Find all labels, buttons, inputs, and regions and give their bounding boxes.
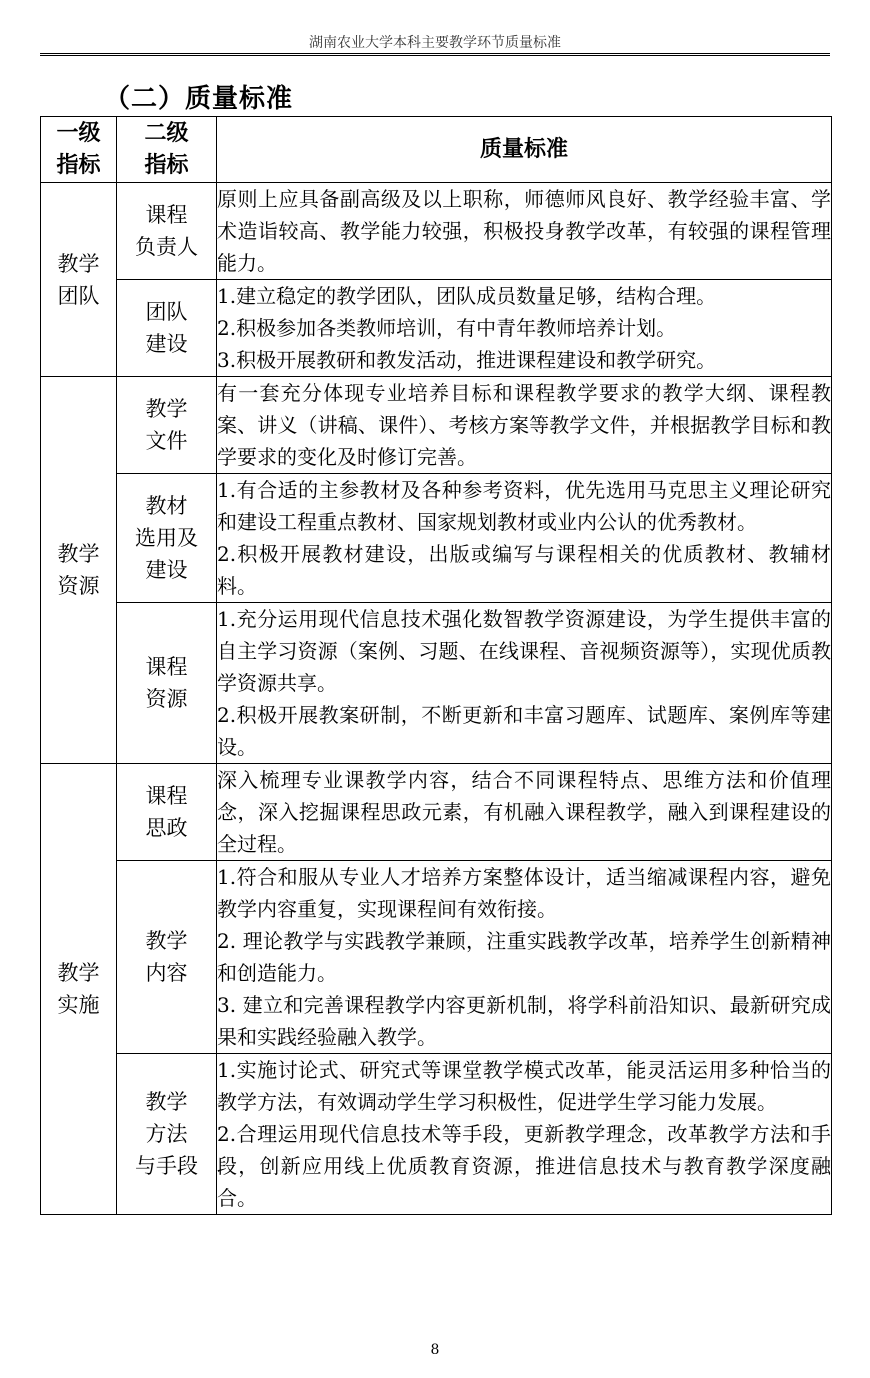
level2-indicator-text: 课程 资源	[145, 655, 188, 711]
standard-text	[217, 603, 832, 764]
level1-indicator	[41, 183, 117, 377]
page-header: 湖南农业大学本科主要教学环节质量标准	[309, 35, 561, 51]
section-title: （二）质量标准	[104, 84, 294, 114]
level2-indicator-text: 团队 建设	[145, 300, 188, 356]
standard-text	[217, 280, 832, 377]
standard-text	[217, 861, 832, 1054]
level2-indicator	[117, 861, 217, 1054]
standard-paragraph: 2.积极开展教案研制，不断更新和丰富习题库、试题库、案例库等建设。	[217, 703, 831, 759]
standard-paragraph: 3. 建立和完善课程教学内容更新机制，将学科前沿知识、最新研究成果和实践经验融入教学。	[217, 993, 831, 1049]
level1-indicator-text: 教学 团队	[57, 251, 100, 308]
level2-indicator	[117, 280, 217, 377]
level1-indicator-text: 教学 实施	[57, 961, 100, 1017]
standard-paragraph: 深入梳理专业课教学内容，结合不同课程特点、思维方法和价值理念，深入挖掘课程思政元素，有机融入课程教学，融入到课程建设的全过程。	[217, 768, 831, 856]
header-level2-text: 二级 指标	[144, 120, 189, 178]
header-level1	[41, 117, 117, 183]
table-row	[41, 861, 832, 1054]
standard-paragraph: 有一套充分体现专业培养目标和课程教学要求的教学大纲、课程教案、讲义（讲稿、课件）、考核方案等教学文件，并根据教学目标和教学要求的变化及时修订完善。	[217, 381, 831, 469]
level2-indicator	[117, 603, 217, 764]
header-level1-text: 一级 指标	[56, 120, 101, 178]
standard-paragraph: 1.实施讨论式、研究式等课堂教学模式改革，能灵活运用多种恰当的教学方法，有效调动学生学习积极性，促进学生学习能力发展。	[217, 1058, 831, 1114]
standard-paragraph: 3.积极开展教研和教发活动，推进课程建设和教学研究。	[217, 348, 717, 372]
page-number: 8	[430, 1342, 440, 1358]
header-standard	[217, 117, 832, 183]
level1-indicator-text: 教学 资源	[57, 542, 100, 598]
table-row	[41, 377, 832, 474]
table-header-row	[41, 117, 832, 183]
standard-text	[217, 377, 832, 474]
level2-indicator-text: 教学 内容	[145, 929, 188, 985]
level2-indicator	[117, 183, 217, 280]
table-body	[41, 183, 832, 1215]
level2-indicator	[117, 377, 217, 474]
standard-paragraph: 原则上应具备副高级及以上职称，师德师风良好、教学经验丰富、学术造诣较高、教学能力较强，积极投身教学改革，有较强的课程管理能力。	[217, 187, 831, 275]
standard-paragraph: 1.有合适的主参教材及各种参考资料，优先选用马克思主义理论研究和建设工程重点教材、国家规划教材或业内公认的优秀教材。	[217, 478, 831, 534]
standard-paragraph: 2.合理运用现代信息技术等手段，更新教学理念，改革教学方法和手段，创新应用线上优质教育资源，推进信息技术与教育教学深度融合。	[217, 1122, 831, 1210]
standard-text	[217, 474, 832, 603]
standard-paragraph: 1.充分运用现代信息技术强化数智教学资源建设，为学生提供丰富的自主学习资源（案例、习题、在线课程、音视频资源等），实现优质教学资源共享。	[217, 607, 831, 695]
table-row	[41, 603, 832, 764]
level2-indicator-text: 教材 选用及 建设	[135, 494, 198, 582]
header-level2	[117, 117, 217, 183]
standard-paragraph: 2. 理论教学与实践教学兼顾，注重实践教学改革，培养学生创新精神和创造能力。	[217, 929, 831, 985]
standard-text	[217, 1054, 832, 1215]
level1-indicator	[41, 764, 117, 1215]
table-row	[41, 183, 832, 280]
table-row	[41, 1054, 832, 1215]
level2-indicator-text: 教学 方法 与手段	[135, 1090, 198, 1178]
level2-indicator	[117, 764, 217, 861]
table-row	[41, 764, 832, 861]
standard-text	[217, 764, 832, 861]
table-row	[41, 280, 832, 377]
standard-paragraph: 1.建立稳定的教学团队，团队成员数量足够，结构合理。	[217, 284, 717, 308]
level2-indicator-text: 教学 文件	[145, 397, 188, 453]
standard-paragraph: 2.积极开展教材建设，出版或编写与课程相关的优质教材、教辅材料。	[217, 542, 831, 598]
standard-paragraph: 2.积极参加各类教师培训，有中青年教师培养计划。	[217, 316, 677, 340]
level2-indicator	[117, 1054, 217, 1215]
standard-paragraph: 1.符合和服从专业人才培养方案整体设计，适当缩减课程内容，避免教学内容重复，实现课程间有效衔接。	[217, 865, 831, 921]
standard-text	[217, 183, 832, 280]
level2-indicator-text: 课程 负责人	[135, 203, 198, 259]
header-rule	[40, 53, 830, 56]
level1-indicator	[41, 377, 117, 764]
level2-indicator-text: 课程 思政	[145, 784, 188, 840]
table-row	[41, 474, 832, 603]
header-standard-text: 质量标准	[479, 136, 568, 162]
level2-indicator	[117, 474, 217, 603]
quality-standard-table	[40, 116, 832, 1215]
